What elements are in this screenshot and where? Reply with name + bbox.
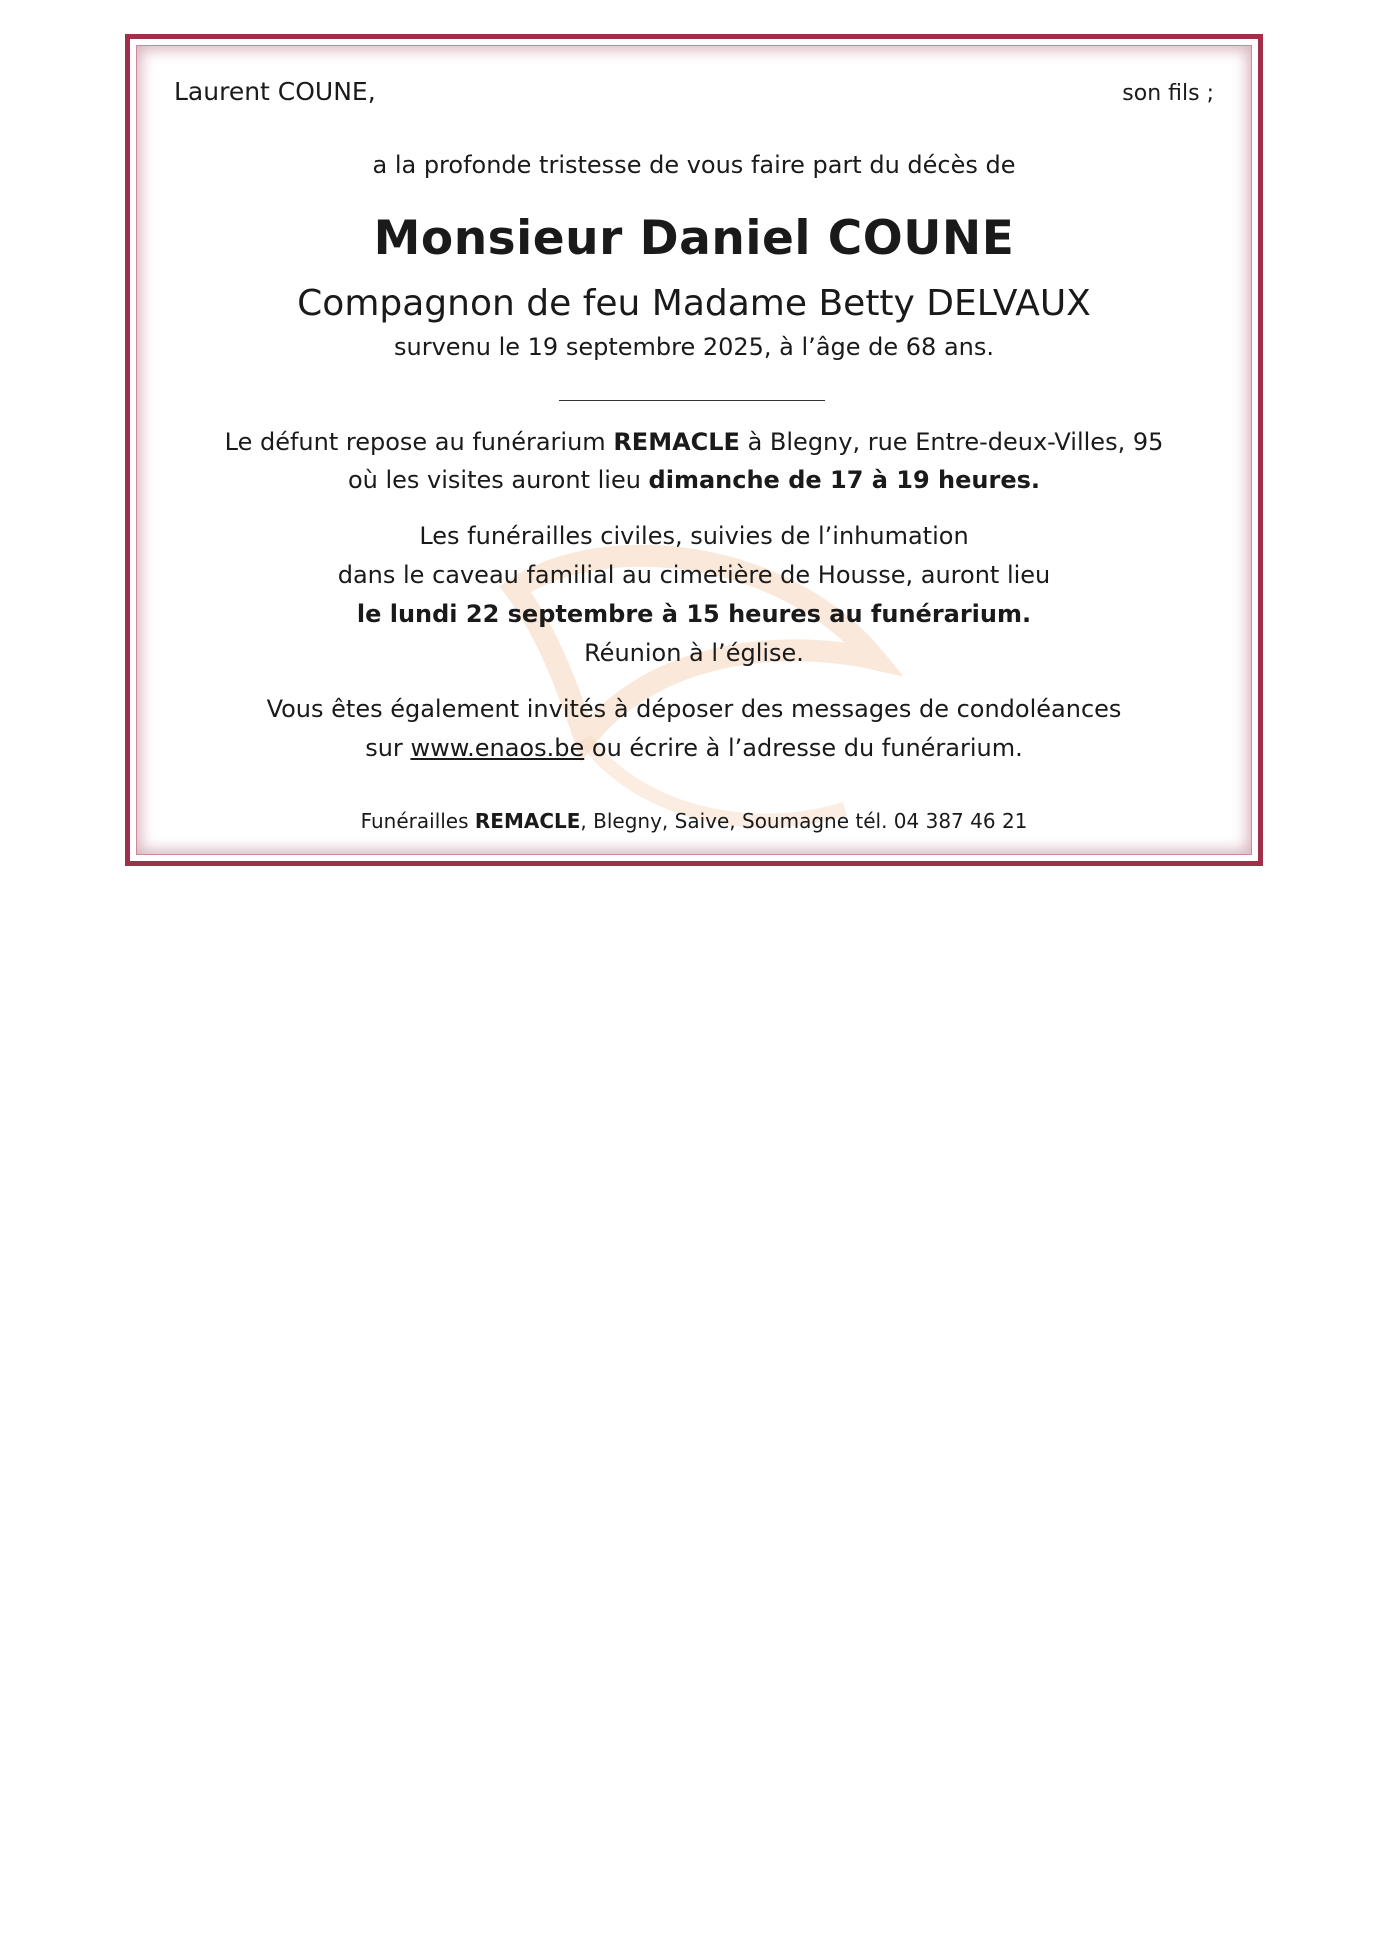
condolences-line-1: Vous êtes également invités à déposer des messages de condoléances	[266, 695, 1122, 723]
intro-text: a la profonde tristesse de vous faire part du décès de	[372, 151, 1016, 179]
funeral-line-1: Les funérailles civiles, suivies de l’inhumation	[419, 522, 969, 550]
obituary-card	[125, 34, 1263, 866]
rest-location-line	[130, 423, 1258, 462]
divider-line	[559, 400, 825, 401]
footer-line	[130, 809, 1258, 833]
family-member-name: Laurent COUNE,	[174, 77, 376, 106]
deceased-name: Monsieur Daniel COUNE	[373, 211, 1015, 266]
enaos-link[interactable]: www.enaos.be	[410, 734, 585, 762]
condolences-line-2	[130, 729, 1258, 768]
funeral-home-name: REMACLE	[613, 428, 740, 456]
condolences-post: ou écrire à l’adresse du funérarium.	[584, 734, 1023, 762]
funeral-line-4: Réunion à l’église.	[584, 639, 804, 667]
funeral-line-2: dans le caveau familial au cimetière de Housse, auront lieu	[337, 561, 1051, 589]
visits-pre: où les visites auront lieu	[347, 466, 649, 494]
rest-location-post: à Blegny, rue Entre-deux-Villes, 95	[739, 428, 1164, 456]
footer-post: , Blegny, Saive, Soumagne tél. 04 387 46 21	[580, 809, 1028, 833]
header-row	[174, 77, 1214, 113]
footer-company: REMACLE	[474, 809, 581, 833]
death-info: survenu le 19 septembre 2025, à l’âge de 68 ans.	[393, 333, 994, 361]
footer-pre: Funérailles	[360, 809, 475, 833]
rest-location-pre: Le défunt repose au funérarium	[224, 428, 614, 456]
visits-time: dimanche de 17 à 19 heures.	[648, 466, 1041, 494]
funeral-date-line	[130, 595, 1258, 634]
relation-label: son fils ;	[1122, 81, 1214, 106]
visits-line	[130, 461, 1258, 500]
funeral-date: le lundi 22 septembre à 15 heures au funérarium.	[356, 600, 1032, 628]
condolences-pre: sur	[365, 734, 411, 762]
companion-line: Compagnon de feu Madame Betty DELVAUX	[297, 283, 1091, 324]
